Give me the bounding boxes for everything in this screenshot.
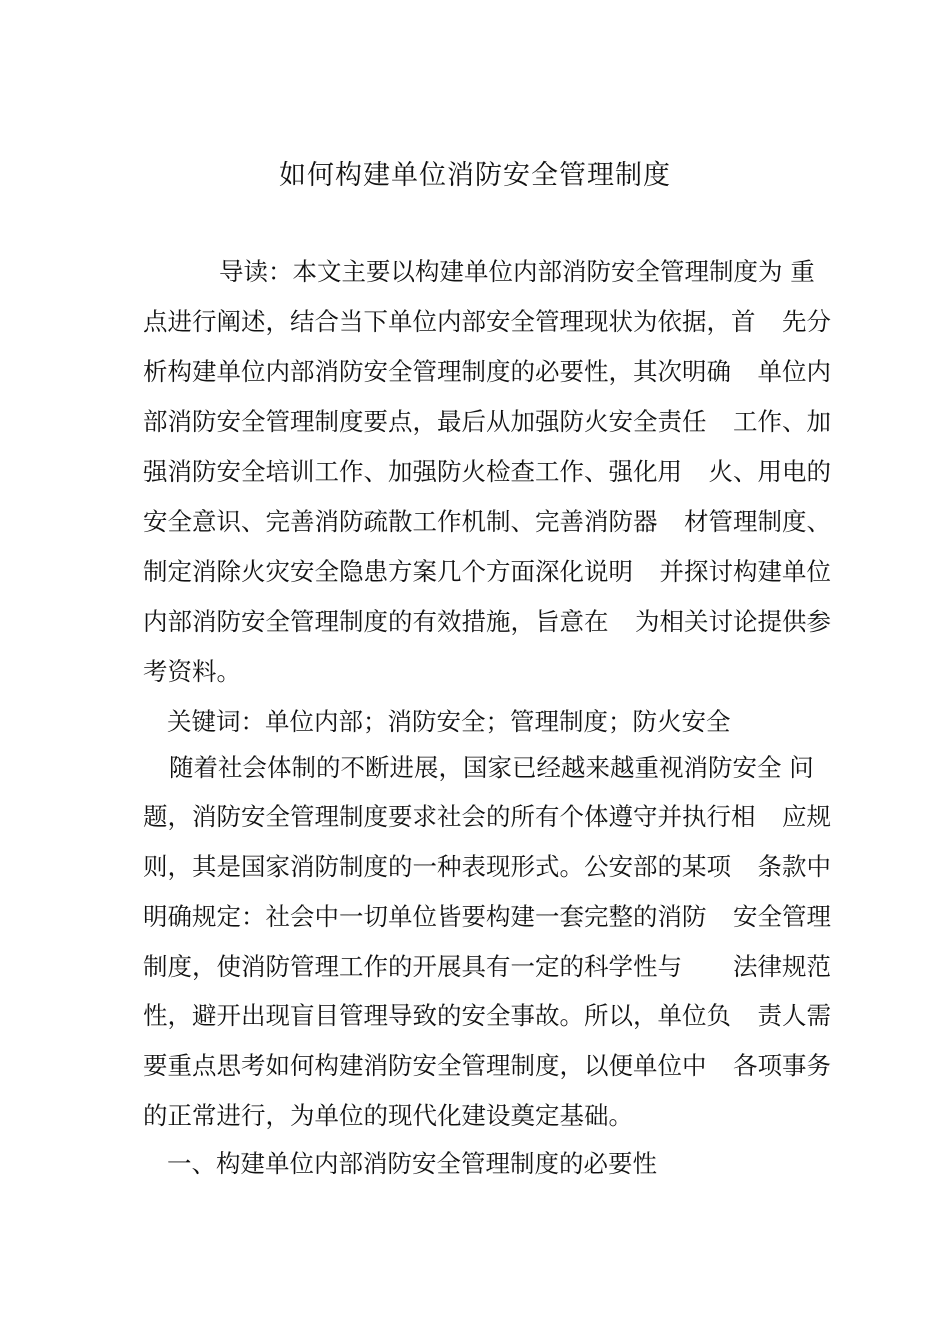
body-line: 随着社会体制的不断进展，国家已经越来越重视消防安全 问 bbox=[169, 753, 814, 782]
section-heading: 一、构建单位内部消防安全管理制度的必要性 bbox=[167, 1149, 657, 1178]
line-segment: 制定消除火灾安全隐患方案几个方面深化说明 bbox=[143, 557, 633, 586]
line-segment: 各项事务 bbox=[733, 1051, 831, 1080]
body-line bbox=[143, 897, 831, 937]
body-line bbox=[143, 847, 831, 887]
line-segment: 析构建单位内部消防安全管理制度的必要性，其次明确 bbox=[143, 357, 731, 386]
line-segment: 性，避开出现盲目管理导致的安全事故。所以，单位负 bbox=[143, 1001, 731, 1030]
line-segment: 先分 bbox=[782, 307, 831, 336]
body-line bbox=[143, 797, 831, 837]
line-segment: 点进行阐述，结合当下单位内部安全管理现状为依据，首 bbox=[143, 307, 756, 336]
abstract-line bbox=[143, 402, 831, 442]
line-segment: 明确规定：社会中一切单位皆要构建一套完整的消防 bbox=[143, 902, 707, 931]
abstract-line bbox=[143, 302, 831, 342]
line-segment: 为相关讨论提供参 bbox=[635, 607, 831, 636]
line-segment: 安全管理 bbox=[733, 902, 831, 931]
line-segment: 火、用电的 bbox=[708, 457, 831, 486]
line-segment: 责人需 bbox=[757, 1001, 831, 1030]
abstract-line: 考资料。 bbox=[143, 657, 241, 686]
line-segment: 单位内 bbox=[757, 357, 831, 386]
document-title: 如何构建单位消防安全管理制度 bbox=[279, 160, 671, 191]
abstract-line: 导读：本文主要以构建单位内部消防安全管理制度为 重 bbox=[219, 257, 815, 286]
body-line bbox=[143, 996, 831, 1036]
line-segment: 则，其是国家消防制度的一种表现形式。公安部的某项 bbox=[143, 852, 731, 881]
body-line bbox=[143, 1046, 831, 1086]
line-segment: 部消防安全管理制度要点，最后从加强防火安全责任 bbox=[143, 407, 707, 436]
line-segment: 要重点思考如何构建消防安全管理制度，以便单位中 bbox=[143, 1051, 707, 1080]
line-segment: 强消防安全培训工作、加强防火检查工作、强化用 bbox=[143, 457, 682, 486]
line-segment: 法律规范 bbox=[733, 952, 831, 981]
abstract-line bbox=[143, 502, 831, 542]
abstract-line bbox=[143, 352, 831, 392]
line-segment: 材管理制度、 bbox=[684, 507, 831, 536]
abstract-line bbox=[143, 602, 831, 642]
body-line bbox=[143, 947, 831, 987]
line-segment: 条款中 bbox=[757, 852, 831, 881]
line-segment: 并探讨构建单位 bbox=[659, 557, 831, 586]
line-segment: 制度，使消防管理工作的开展具有一定的科学性与 bbox=[143, 952, 682, 981]
line-segment: 工作、加 bbox=[733, 407, 831, 436]
abstract-line bbox=[143, 552, 831, 592]
abstract-line bbox=[143, 452, 831, 492]
line-segment: 题，消防安全管理制度要求社会的所有个体遵守并执行相 bbox=[143, 802, 756, 831]
body-line: 的正常进行，为单位的现代化建设奠定基础。 bbox=[143, 1101, 633, 1130]
line-segment: 应规 bbox=[782, 802, 831, 831]
keywords: 关键词：单位内部；消防安全；管理制度；防火安全 bbox=[167, 707, 731, 736]
line-segment: 安全意识、完善消防疏散工作机制、完善消防器 bbox=[143, 507, 658, 536]
line-segment: 内部消防安全管理制度的有效措施，旨意在 bbox=[143, 607, 609, 636]
